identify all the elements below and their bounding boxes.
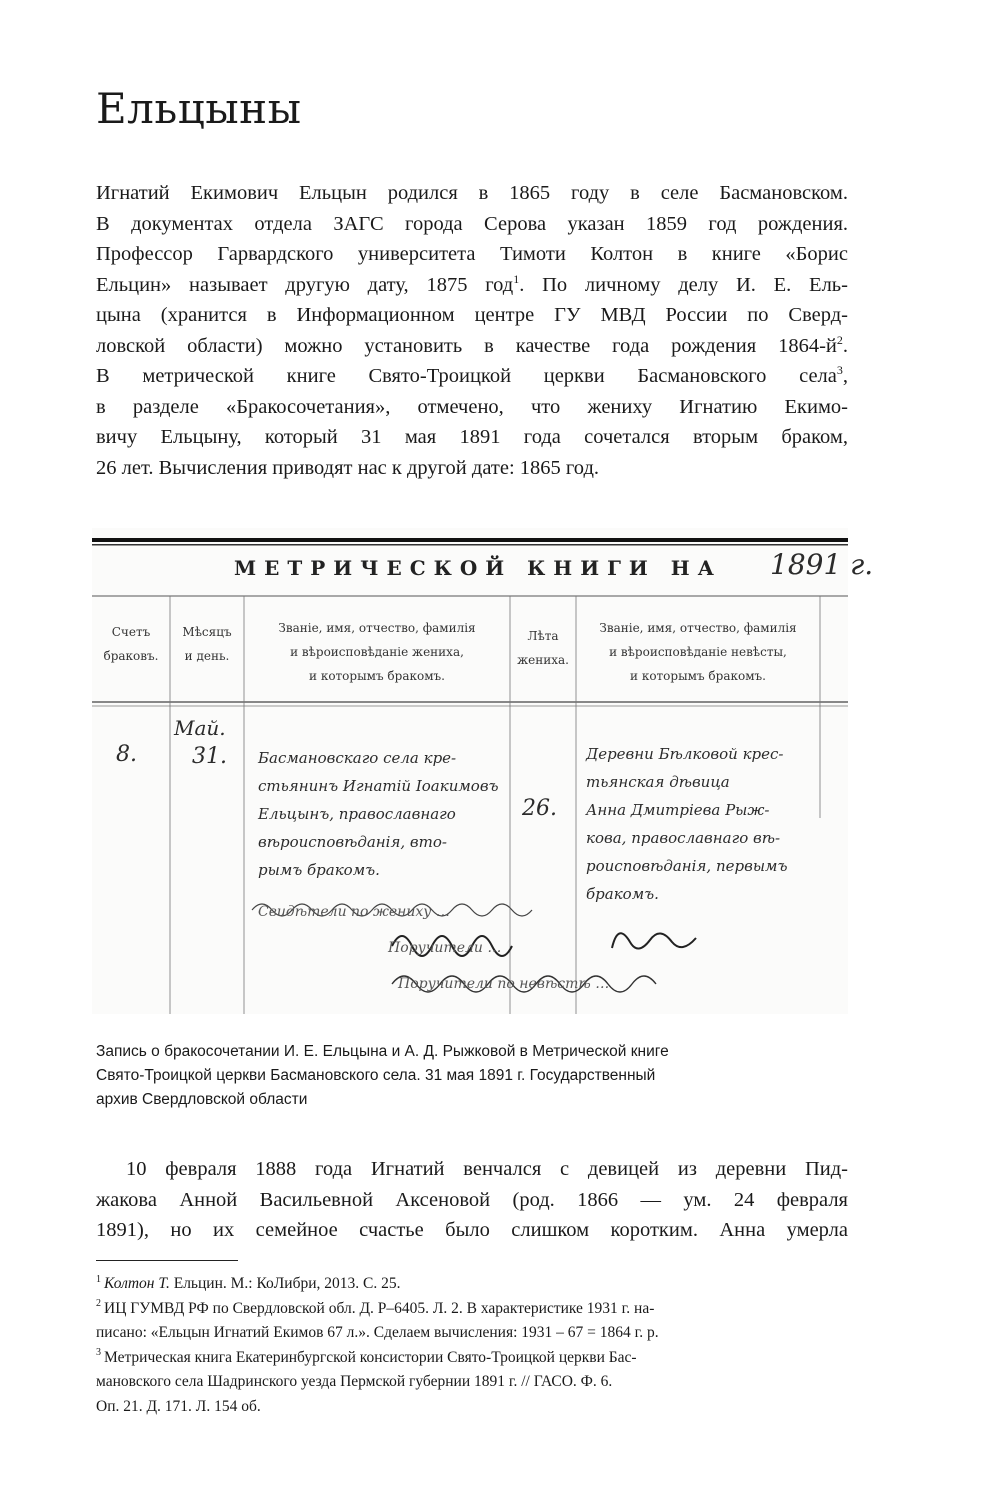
entry-number: 8.: [116, 742, 137, 767]
text-line: 1891), но их семейное счастье было слишком коротким. Анна умерла: [96, 1219, 848, 1241]
footnote-2: $^2$ ИЦ ГУМВД РФ по Свердловской обл. Д. Р–6405. Л. 2. В характеристике 1931 г. на-: [96, 1298, 655, 1317]
footnote-divider: [96, 1260, 238, 1261]
text-line: в разделе «Бракосочетания», отмечено, что жениху Игнатию Екимо-: [96, 395, 848, 418]
text-line: 10 февраля 1888 года Игнатий венчался с девицей из деревни Пид-: [126, 1158, 848, 1180]
text-line: жакова Анной Васильевной Аксеновой (род. 1866 — ум. 24 февраля: [96, 1188, 848, 1211]
footnotes: [96, 1272, 848, 1419]
footnote-ref[interactable]: 2: [836, 332, 843, 347]
text-line: цына (хранится в Информационном центре ГУ МВД России по Сверд-: [96, 304, 848, 326]
col-header-count: Счетъ браковъ.: [103, 625, 159, 663]
text-line: В документах отдела ЗАГС города Серова указан 1859 год рождения.: [96, 212, 848, 235]
footnote-1: $^1$ Колтон Т. Ельцин. М.: КоЛибри, 2013. С. 25.: [96, 1273, 401, 1292]
footnote-2-cont: писано: «Ельцын Игнатий Екимов 67 л.». Сделаем вычисления: 1931 – 67 = 1864 г. р.: [96, 1324, 659, 1341]
entry-month: Май.: [174, 716, 226, 740]
footnote-ref[interactable]: 1: [513, 271, 520, 286]
entry-groom-age: 26.: [522, 796, 557, 821]
marriage-record-image: [92, 528, 874, 1014]
entry-signatures: Свидѣтели по жениху … Поручители … Поручители по невѣстѣ …: [258, 904, 610, 992]
footnote-3-cont: Оп. 21. Д. 171. Л. 154 об.: [96, 1397, 261, 1415]
text-line: Игнатий Екимович Ельцын родился в 1865 году в селе Басмановском.: [96, 182, 848, 204]
text-line: Ельцин» называет другую дату, 1875 год$^1$. По личному делу И. Е. Ель-: [96, 271, 848, 296]
ledger-year: 1891 г.: [770, 548, 874, 581]
footnote-3: $^3$ Метрическая книга Екатеринбургской консистории Свято-Троицкой церкви Бас-: [96, 1347, 637, 1366]
entry-groom-details: Басмановскаго села кре- стьянинъ Игнатій Іоакимовъ Ельцынъ, православнаго вѣроисповѣданія, вто- рымъ бракомъ.: [258, 749, 499, 879]
col-header-bride: Званіе, имя, отчество, фамилія и вѣроисповѣданіе невѣсты, и которымъ бракомъ.: [599, 621, 797, 683]
text-line: 26 лет. Вычисления приводят нас к другой дате: 1865 год.: [96, 456, 600, 479]
paragraph-1: [96, 178, 848, 483]
text-line: В метрической книге Свято-Троицкой церкви Басмановского села$^3$,: [96, 363, 848, 387]
figure-caption: Запись о бракосочетании И. Е. Ельцына и А. Д. Рыжковой в Метрической книге Свято-Троицкой церкви Басмановского села. 31 мая 1891 г. Государственный архив Свердловской области: [96, 1043, 669, 1108]
ledger-heading: МЕТРИЧЕСКОЙ КНИГИ НА: [234, 556, 722, 580]
entry-bride-details: Деревни Бѣлковой крес- тьянская дѣвица Анна Дмитріева Рыж- кова, православнаго вѣ- роисповѣданія, первымъ бракомъ.: [586, 745, 788, 903]
text-line: вичу Ельцыну, который 31 мая 1891 года сочетался вторым браком,: [96, 426, 848, 448]
entry-day: 31.: [192, 744, 227, 769]
page-title: Ельцыны: [96, 84, 302, 133]
footnote-ref[interactable]: 3: [836, 363, 843, 378]
col-header-groom: Званіе, имя, отчество, фамилія и вѣроисповѣданіе жениха, и которымъ бракомъ.: [278, 621, 476, 683]
text-line: Профессор Гарвардского университета Тимоти Колтон в книге «Борис: [96, 243, 848, 265]
paragraph-2: [96, 1154, 848, 1246]
footnote-3-cont: мановского села Шадринского уезда Пермской губернии 1891 г. // ГАСО. Ф. 6.: [96, 1373, 613, 1390]
text-line: ловской области) можно установить в качестве года рождения $1864-й^2$.: [96, 332, 848, 357]
col-header-month: Мѣсяцъ и день.: [182, 625, 232, 663]
col-header-groom-age: Лѣта жениха.: [517, 629, 569, 667]
